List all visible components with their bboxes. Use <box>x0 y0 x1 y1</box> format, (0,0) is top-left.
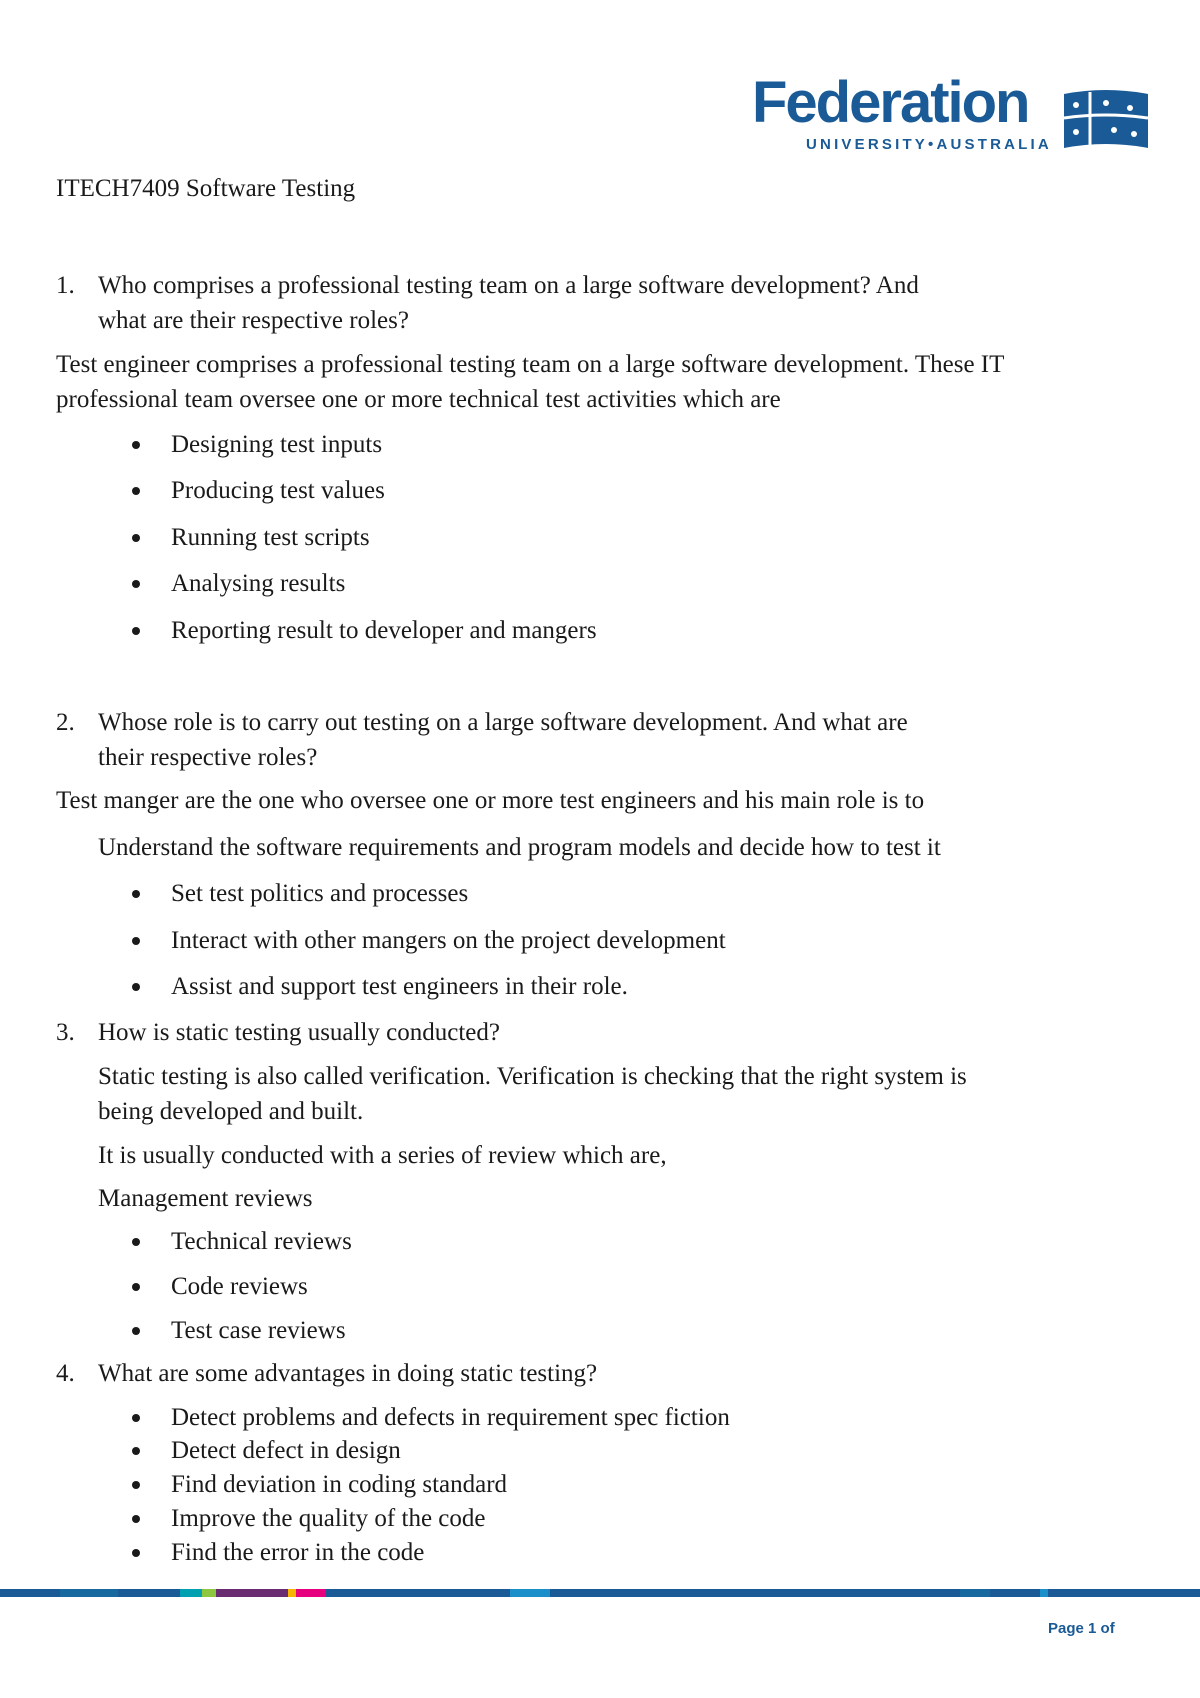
bullet-icon <box>132 487 140 495</box>
bullet-icon <box>132 890 140 898</box>
question-4-number: 4. <box>56 1360 75 1387</box>
page-number: Page 1 of <box>1048 1620 1115 1637</box>
bullet-icon <box>132 1549 140 1557</box>
question-3-number: 3. <box>56 1019 75 1046</box>
answer-3-line-1: Static testing is also called verification. Verification is checking that the right system is <box>98 1063 967 1090</box>
bullet-icon <box>132 1447 140 1455</box>
bullet-icon <box>132 441 140 449</box>
southern-cross-flag-icon <box>1064 88 1148 154</box>
bullet-icon <box>132 1327 140 1335</box>
question-1-line-2: what are their respective roles? <box>98 307 409 334</box>
federation-university-logo <box>752 70 1148 162</box>
question-2-line-1: Whose role is to carry out testing on a large software development. And what are <box>98 709 908 736</box>
bullet-icon <box>132 1238 140 1246</box>
logo-subtitle: UNIVERSITY•AUSTRALIA <box>806 136 1052 153</box>
bullet-icon <box>132 534 140 542</box>
answer-2-indented: Understand the software requirements and program models and decide how to test it <box>98 834 941 861</box>
question-1-line-1: Who comprises a professional testing team on a large software development? And <box>98 272 919 299</box>
question-3: How is static testing usually conducted? <box>98 1019 501 1046</box>
bullet-icon <box>132 627 140 635</box>
answer-1-line-1: Test engineer comprises a professional testing team on a large software development. These IT <box>56 351 1005 378</box>
question-1-number: 1. <box>56 272 75 299</box>
answer-3-line-2: being developed and built. <box>98 1098 364 1125</box>
bullet-icon <box>132 983 140 991</box>
question-2-number: 2. <box>56 709 75 736</box>
answer-2: Test manger are the one who oversee one or more test engineers and his main role is to <box>56 787 925 814</box>
answer-1-line-2: professional team oversee one or more technical test activities which are <box>56 386 781 413</box>
logo-wordmark: Federation <box>752 70 1029 135</box>
bullet-icon <box>132 1414 140 1422</box>
answer-3-line-4: Management reviews <box>98 1185 313 1212</box>
bullet-icon <box>132 1481 140 1489</box>
question-4: What are some advantages in doing static testing? <box>98 1360 598 1387</box>
bullet-icon <box>132 1283 140 1291</box>
bullet-icon <box>132 937 140 945</box>
bullet-icon <box>132 580 140 588</box>
question-2-line-2: their respective roles? <box>98 744 318 771</box>
footer-color-bar <box>0 1586 1200 1600</box>
bullet-icon <box>132 1515 140 1523</box>
answer-3-line-3: It is usually conducted with a series of review which are, <box>98 1142 667 1169</box>
document-title: ITECH7409 Software Testing <box>56 175 356 202</box>
